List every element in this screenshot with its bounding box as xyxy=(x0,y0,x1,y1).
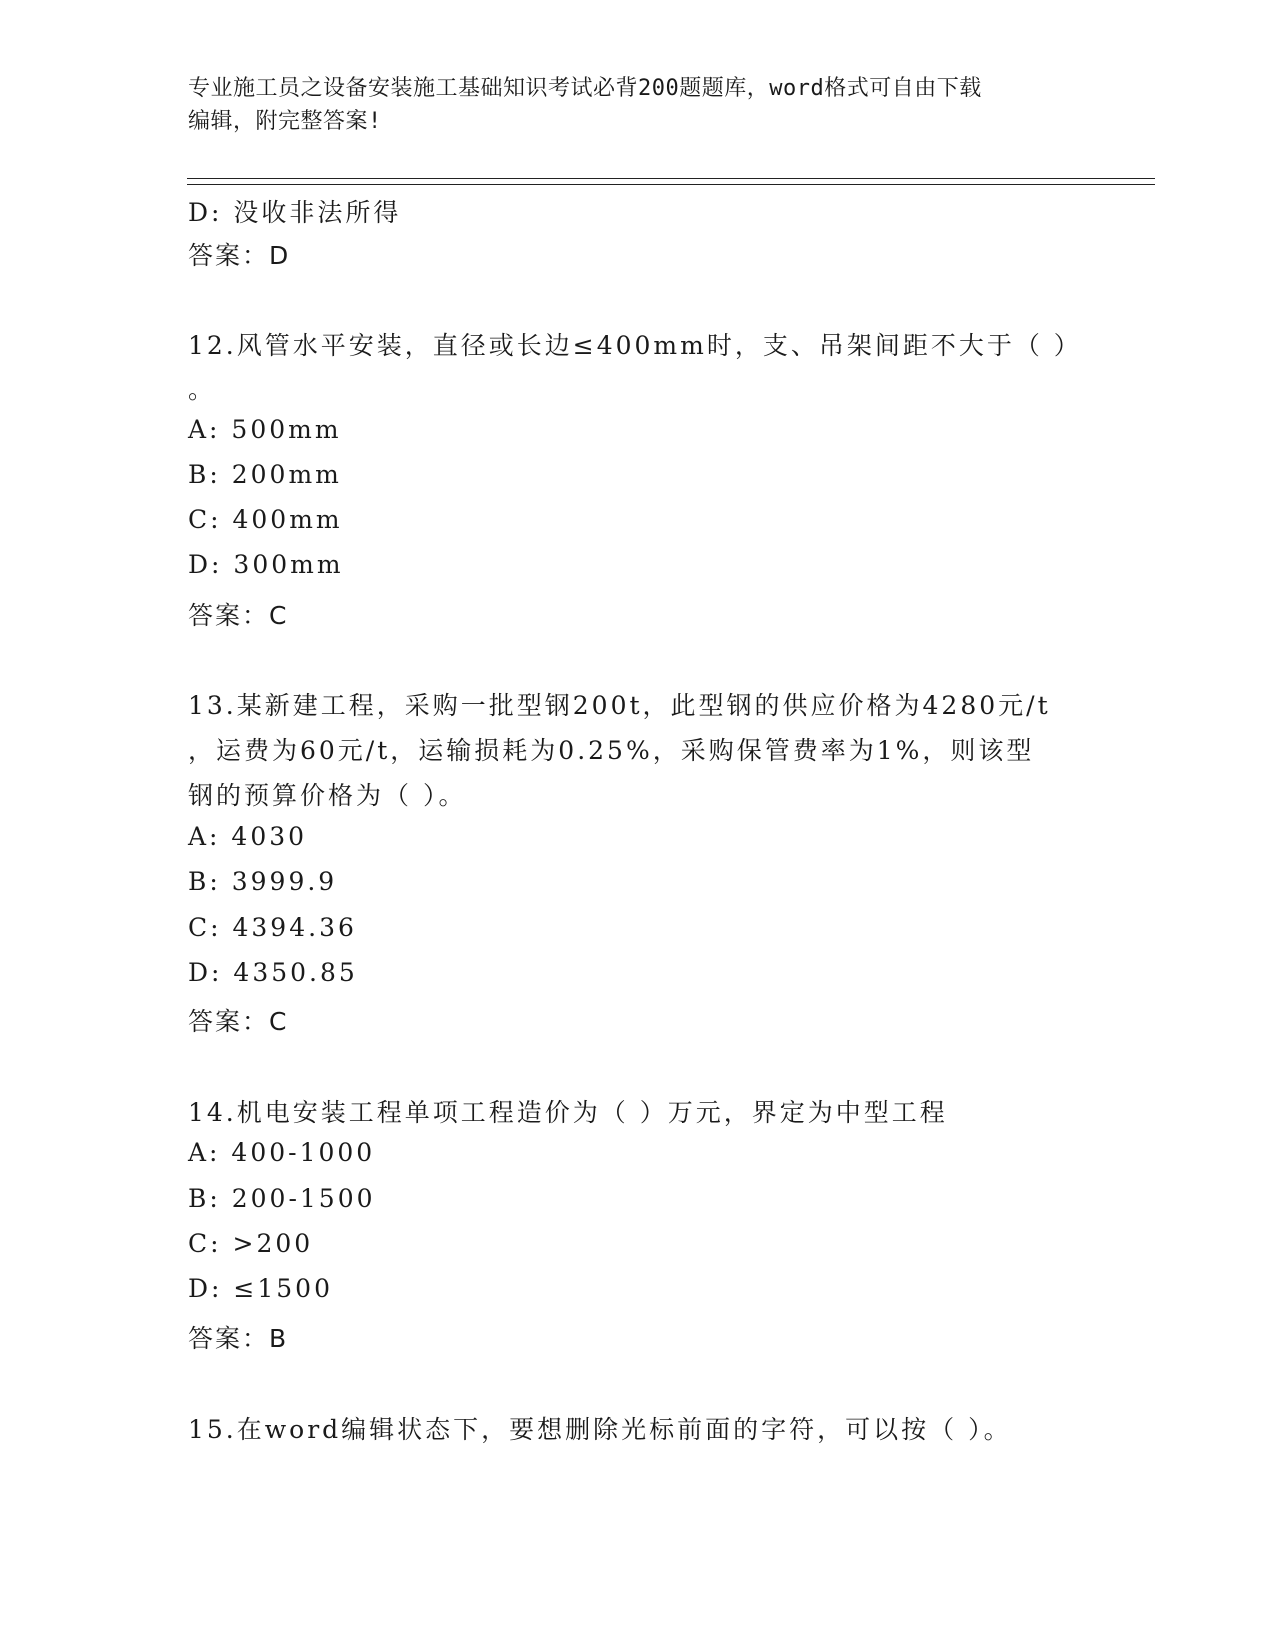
q12-option-a: A: 500mm xyxy=(188,415,342,444)
q12-answer: 答案：C xyxy=(188,601,289,630)
header-rule-top xyxy=(187,178,1155,179)
q13-stem-line-3: 钢的预算价格为（ ）。 xyxy=(188,781,467,810)
q12-option-b: B: 200mm xyxy=(188,460,342,489)
q14-option-d: D: ≤1500 xyxy=(188,1274,333,1303)
q14-answer: 答案：B xyxy=(188,1324,289,1353)
header-line-2: 编辑，附完整答案! xyxy=(188,109,382,134)
q13-stem-line-1: 13.某新建工程，采购一批型钢200t，此型钢的供应价格为4280元/t xyxy=(188,691,1051,720)
q13-option-a: A: 4030 xyxy=(188,822,308,851)
prev-answer: 答案：D xyxy=(188,241,291,270)
prev-option-d: D: 没收非法所得 xyxy=(188,198,402,227)
q13-stem-line-2: ，运费为60元/t，运输损耗为0.25%，采购保管费率为1%，则该型 xyxy=(188,736,1035,765)
q14-option-b: B: 200-1500 xyxy=(188,1184,376,1213)
q13-option-b: B: 3999.9 xyxy=(188,867,338,896)
q14-option-c: C: >200 xyxy=(188,1229,314,1258)
q13-option-d: D: 4350.85 xyxy=(188,958,358,987)
header-rule-bottom xyxy=(187,184,1155,185)
q13-option-c: C: 4394.36 xyxy=(188,913,357,942)
q12-stem-line-2: 。 xyxy=(188,375,217,404)
q13-answer: 答案：C xyxy=(188,1007,289,1036)
q12-option-c: C: 400mm xyxy=(188,505,343,534)
q15-stem-line-1: 15.在word编辑状态下，要想删除光标前面的字符，可以按（ ）。 xyxy=(188,1415,1012,1444)
q12-option-d: D: 300mm xyxy=(188,550,344,579)
header-line-1: 专业施工员之设备安装施工基础知识考试必背200题题库，word格式可自由下载 xyxy=(188,76,982,101)
q12-stem-line-1: 12.风管水平安装，直径或长边≤400mm时，支、吊架间距不大于（ ） xyxy=(188,331,1082,360)
q14-option-a: A: 400-1000 xyxy=(188,1138,376,1167)
document-header xyxy=(188,72,1088,138)
q14-stem-line-1: 14.机电安装工程单项工程造价为（ ）万元，界定为中型工程 xyxy=(188,1098,948,1127)
